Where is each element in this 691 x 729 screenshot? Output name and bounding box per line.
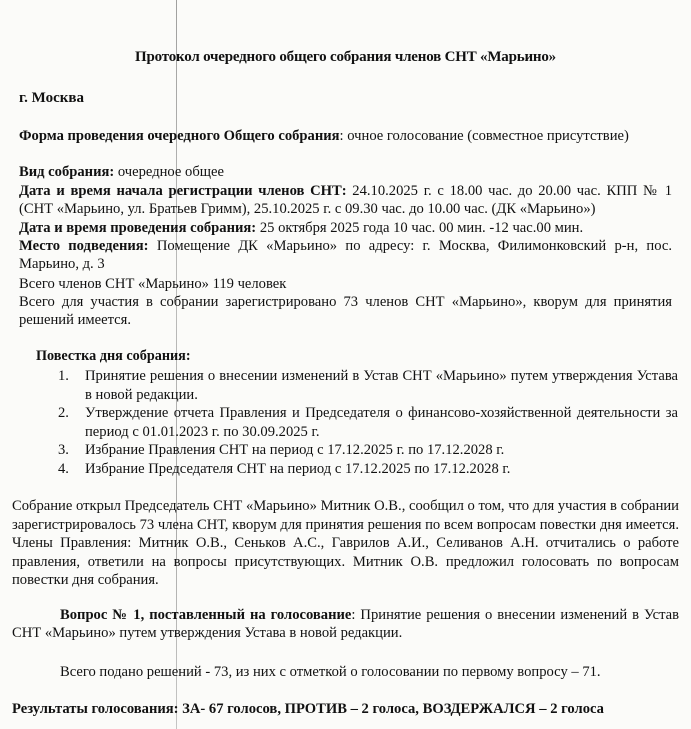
agenda-item-text: Утверждение отчета Правления и Председателя о финансово-хозяйственной деятельности за период с 01.01.2023 г. по 30.09.2025 г. [85,405,678,440]
type-label: Вид собрания: [19,164,115,180]
agenda-item-number: 4. [58,460,69,477]
question-1-text: : Принятие решения о внесении изменений в Устав СНТ «Марьино» путем утверждения Устава в новой редакции. [12,607,679,642]
form-label: Форма проведения очередного Общего собрания [19,128,340,144]
place-field [19,237,672,274]
registration-value: 24.10.2025 г. с 18.00 час. до 20.00 час. КПП № 1 (СНТ «Марьино, ул. Братьев Гримм), 25.10.2025 г. с 09.30 час. до 10.00 час. (ДК «Марьино») [19,183,672,218]
place-label: Место подведения: [19,238,149,254]
agenda-item-text: Принятие решения о внесении изменений в Устав СНТ «Марьино» путем утверждения Устава в новой редакции. [85,368,678,403]
registration-label: Дата и время начала регистрации членов СНТ: [19,183,347,199]
type-value: очередное общее [114,164,224,180]
opening-paragraph: Собрание открыл Председатель СНТ «Марьино» Митник О.В., сообщил о том, что для участия в собрании зарегистрировалось 73 члена СНТ, кворум для принятия решения по всем вопросам повестки дня имеется. Члены Правления: Митник О.В., Сеньков А.С., Гаврилов А.И., Селиванов А.Н. отчитались о работе правления, ответили на вопросы присутствующих. Митник О.В. предложил голосовать по вопросам повестки дня собрания. [12,498,679,588]
registered-statement: Всего для участия в собрании зарегистрировано 73 членов СНТ «Марьино», кворум для принятия решений имеется. [19,294,672,329]
agenda-item [58,404,678,441]
agenda-item-number: 2. [58,405,69,422]
question-1-label: Вопрос № 1, поставленный на голосование [60,607,352,623]
agenda-item-number: 3. [58,442,69,459]
results-value: ЗА- 67 голосов, ПРОТИВ – 2 голоса, ВОЗДЕРЖАЛСЯ – 2 голоса [178,701,604,717]
agenda-item [58,367,678,404]
submitted-decisions: Всего подано решений - 73, из них с отметкой о голосовании по первому вопросу – 71. [60,664,601,680]
datetime-field [19,219,672,237]
type-field [19,163,672,181]
city: г. Москва [19,90,84,106]
agenda-item-number: 1. [58,368,69,384]
form-value: : очное голосование (совместное присутствие) [339,128,629,144]
agenda-list [58,367,678,479]
datetime-label: Дата и время проведения собрания: [19,220,257,236]
form-field [19,127,672,145]
voting-results [12,700,679,718]
agenda-item [58,441,678,460]
question-1 [12,606,679,643]
agenda-title: Повестка дня собрания: [36,348,191,364]
agenda-item [58,460,678,479]
results-label: Результаты голосования: [12,701,179,717]
registration-field [19,182,672,219]
datetime-value: 25 октября 2025 года 10 час. 00 мин. -12 час.00 мин. [256,220,584,236]
agenda-item-text: Избрание Правления СНТ на период с 17.12.2025 г. по 17.12.2028 г. [85,442,505,459]
document-title: Протокол очередного общего собрания членов СНТ «Марьино» [135,49,556,65]
place-value: Помещение ДК «Марьино» по адресу: г. Москва, Филимонковский р-н, пос. Марьино, д. 3 [19,238,672,273]
agenda-item-text: Избрание Председателя СНТ на период с 17.12.2025 по 17.12.2028 г. [85,460,511,477]
members-total: Всего членов СНТ «Марьино» 119 человек [19,276,287,292]
